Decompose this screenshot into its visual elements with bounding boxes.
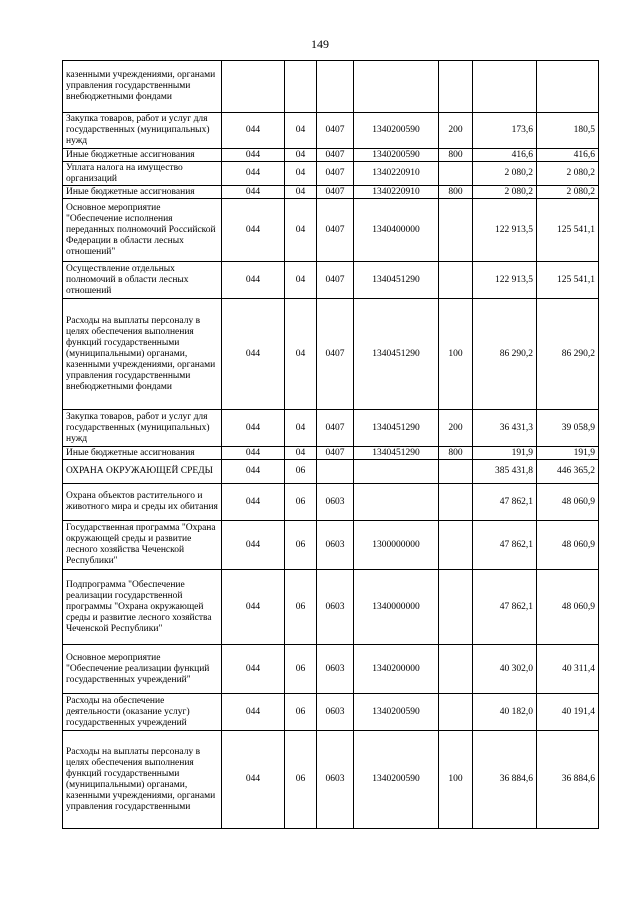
amount-year-1: 191,9: [473, 447, 537, 460]
page-number: 149: [311, 37, 329, 51]
amount-year-1: 122 913,5: [473, 262, 537, 299]
expense-type-code: 800: [439, 447, 473, 460]
subsection-code: 0407: [317, 149, 354, 162]
table-row: [63, 694, 599, 731]
amount-year-2: 180,5: [537, 113, 599, 149]
amount-year-1: 36 431,3: [473, 410, 537, 447]
subsection-code: 0603: [317, 645, 354, 694]
target-article-code: 1340000000: [354, 570, 439, 645]
grbs-code: 044: [222, 162, 285, 186]
subsection-code: 0603: [317, 731, 354, 829]
subsection-code: 0407: [317, 262, 354, 299]
target-article-code: 1340451290: [354, 299, 439, 410]
expense-type-code: [439, 521, 473, 570]
row-name: Подпрограмма "Обеспечение реализации государственной программы "Охрана окружающей среды и развитие лесного хозяйства Чеченской Республики": [63, 570, 222, 645]
amount-year-2: 446 365,2: [537, 460, 599, 484]
amount-year-2: 191,9: [537, 447, 599, 460]
subsection-code: 0407: [317, 162, 354, 186]
target-article-code: [354, 61, 439, 113]
row-name: Иные бюджетные ассигнования: [63, 186, 222, 199]
row-name: казенными учреждениями, органами управления государственными внебюджетными фондами: [63, 61, 222, 113]
amount-year-2: 416,6: [537, 149, 599, 162]
grbs-code: 044: [222, 521, 285, 570]
section-code: [285, 61, 317, 113]
expense-type-code: [439, 61, 473, 113]
amount-year-1: 2 080,2: [473, 186, 537, 199]
section-code: 06: [285, 521, 317, 570]
expense-type-code: 200: [439, 113, 473, 149]
amount-year-1: [473, 61, 537, 113]
table-row: [63, 262, 599, 299]
amount-year-1: 47 862,1: [473, 521, 537, 570]
target-article-code: [354, 460, 439, 484]
amount-year-2: 40 191,4: [537, 694, 599, 731]
amount-year-2: 2 080,2: [537, 186, 599, 199]
subsection-code: [317, 61, 354, 113]
amount-year-2: 2 080,2: [537, 162, 599, 186]
row-name: Осуществление отдельных полномочий в области лесных отношений: [63, 262, 222, 299]
grbs-code: 044: [222, 447, 285, 460]
amount-year-2: 86 290,2: [537, 299, 599, 410]
target-article-code: 1340400000: [354, 199, 439, 262]
subsection-code: 0407: [317, 410, 354, 447]
grbs-code: 044: [222, 299, 285, 410]
expense-type-code: [439, 645, 473, 694]
section-code: 04: [285, 199, 317, 262]
amount-year-2: 39 058,9: [537, 410, 599, 447]
target-article-code: 1340200590: [354, 694, 439, 731]
grbs-code: 044: [222, 694, 285, 731]
section-code: 04: [285, 186, 317, 199]
section-code: 04: [285, 149, 317, 162]
grbs-code: 044: [222, 484, 285, 521]
table-row: [63, 199, 599, 262]
row-name: Иные бюджетные ассигнования: [63, 447, 222, 460]
amount-year-1: 416,6: [473, 149, 537, 162]
row-name: Закупка товаров, работ и услуг для государственных (муниципальных) нужд: [63, 113, 222, 149]
table-row: [63, 460, 599, 484]
subsection-code: 0407: [317, 199, 354, 262]
grbs-code: 044: [222, 262, 285, 299]
row-name: Закупка товаров, работ и услуг для государственных (муниципальных) нужд: [63, 410, 222, 447]
row-name: Государственная программа "Охрана окружающей среды и развитие лесного хозяйства Чеченской Республики": [63, 521, 222, 570]
row-name: Основное мероприятие "Обеспечение исполнения переданных полномочий Российской Федерации в области лесных отношений": [63, 199, 222, 262]
amount-year-2: 125 541,1: [537, 262, 599, 299]
expense-type-code: [439, 694, 473, 731]
subsection-code: [317, 460, 354, 484]
table-row: [63, 570, 599, 645]
target-article-code: 1340451290: [354, 447, 439, 460]
amount-year-2: [537, 61, 599, 113]
expense-type-code: [439, 199, 473, 262]
target-article-code: 1340451290: [354, 262, 439, 299]
expense-type-code: [439, 262, 473, 299]
grbs-code: 044: [222, 186, 285, 199]
expense-type-code: 200: [439, 410, 473, 447]
grbs-code: 044: [222, 410, 285, 447]
expense-type-code: [439, 460, 473, 484]
amount-year-1: 385 431,8: [473, 460, 537, 484]
table-row: [63, 447, 599, 460]
expense-type-code: 100: [439, 731, 473, 829]
subsection-code: 0407: [317, 447, 354, 460]
subsection-code: 0603: [317, 484, 354, 521]
amount-year-2: 48 060,9: [537, 521, 599, 570]
subsection-code: 0407: [317, 186, 354, 199]
amount-year-1: 122 913,5: [473, 199, 537, 262]
table-row: [63, 186, 599, 199]
subsection-code: 0407: [317, 299, 354, 410]
grbs-code: 044: [222, 460, 285, 484]
table-row: [63, 162, 599, 186]
amount-year-2: 125 541,1: [537, 199, 599, 262]
grbs-code: 044: [222, 113, 285, 149]
row-name: Уплата налога на имущество организаций: [63, 162, 222, 186]
target-article-code: [354, 484, 439, 521]
row-name: Иные бюджетные ассигнования: [63, 149, 222, 162]
amount-year-1: 173,6: [473, 113, 537, 149]
table-row: [63, 410, 599, 447]
table-row: [63, 299, 599, 410]
amount-year-1: 2 080,2: [473, 162, 537, 186]
table-row: [63, 731, 599, 829]
expense-type-code: 800: [439, 186, 473, 199]
amount-year-2: 36 884,6: [537, 731, 599, 829]
target-article-code: 1340200000: [354, 645, 439, 694]
table-row: [63, 645, 599, 694]
target-article-code: 1340220910: [354, 162, 439, 186]
section-code: 04: [285, 410, 317, 447]
table-row: [63, 61, 599, 113]
subsection-code: 0603: [317, 694, 354, 731]
table-row: [63, 521, 599, 570]
grbs-code: 044: [222, 199, 285, 262]
target-article-code: 1340200590: [354, 113, 439, 149]
section-code: 04: [285, 447, 317, 460]
amount-year-2: 48 060,9: [537, 570, 599, 645]
section-code: 06: [285, 570, 317, 645]
amount-year-1: 47 862,1: [473, 570, 537, 645]
section-code: 06: [285, 460, 317, 484]
amount-year-1: 86 290,2: [473, 299, 537, 410]
row-name: Основное мероприятие "Обеспечение реализации функций государственных учреждений": [63, 645, 222, 694]
grbs-code: 044: [222, 645, 285, 694]
target-article-code: 1340220910: [354, 186, 439, 199]
section-code: 06: [285, 645, 317, 694]
section-code: 04: [285, 113, 317, 149]
section-code: 06: [285, 694, 317, 731]
subsection-code: 0407: [317, 113, 354, 149]
section-code: 06: [285, 484, 317, 521]
subsection-code: 0603: [317, 570, 354, 645]
expense-type-code: [439, 570, 473, 645]
row-name: Расходы на выплаты персоналу в целях обеспечения выполнения функций государственными (муниципальными) органами, казенными учреждениями, органами управления государственными внебюджетными фондами: [63, 299, 222, 410]
table-body: [63, 61, 599, 829]
expense-type-code: [439, 162, 473, 186]
row-name: Охрана объектов растительного и животного мира и среды их обитания: [63, 484, 222, 521]
row-name: Расходы на выплаты персоналу в целях обеспечения выполнения функций государственными (муниципальными) органами, казенными учреждениями, органами управления государственными: [63, 731, 222, 829]
row-name: Расходы на обеспечение деятельности (оказание услуг) государственных учреждений: [63, 694, 222, 731]
table-row: [63, 113, 599, 149]
amount-year-1: 40 182,0: [473, 694, 537, 731]
expense-type-code: [439, 484, 473, 521]
row-name: ОХРАНА ОКРУЖАЮЩЕЙ СРЕДЫ: [63, 460, 222, 484]
expense-type-code: 100: [439, 299, 473, 410]
amount-year-2: 48 060,9: [537, 484, 599, 521]
subsection-code: 0603: [317, 521, 354, 570]
section-code: 04: [285, 262, 317, 299]
amount-year-1: 36 884,6: [473, 731, 537, 829]
grbs-code: 044: [222, 149, 285, 162]
budget-table: [62, 60, 599, 829]
grbs-code: [222, 61, 285, 113]
section-code: 04: [285, 299, 317, 410]
amount-year-2: 40 311,4: [537, 645, 599, 694]
target-article-code: 1340200590: [354, 149, 439, 162]
target-article-code: 1300000000: [354, 521, 439, 570]
target-article-code: 1340200590: [354, 731, 439, 829]
section-code: 04: [285, 162, 317, 186]
section-code: 06: [285, 731, 317, 829]
amount-year-1: 47 862,1: [473, 484, 537, 521]
amount-year-1: 40 302,0: [473, 645, 537, 694]
table-row: [63, 484, 599, 521]
grbs-code: 044: [222, 570, 285, 645]
expense-type-code: 800: [439, 149, 473, 162]
target-article-code: 1340451290: [354, 410, 439, 447]
table-row: [63, 149, 599, 162]
grbs-code: 044: [222, 731, 285, 829]
